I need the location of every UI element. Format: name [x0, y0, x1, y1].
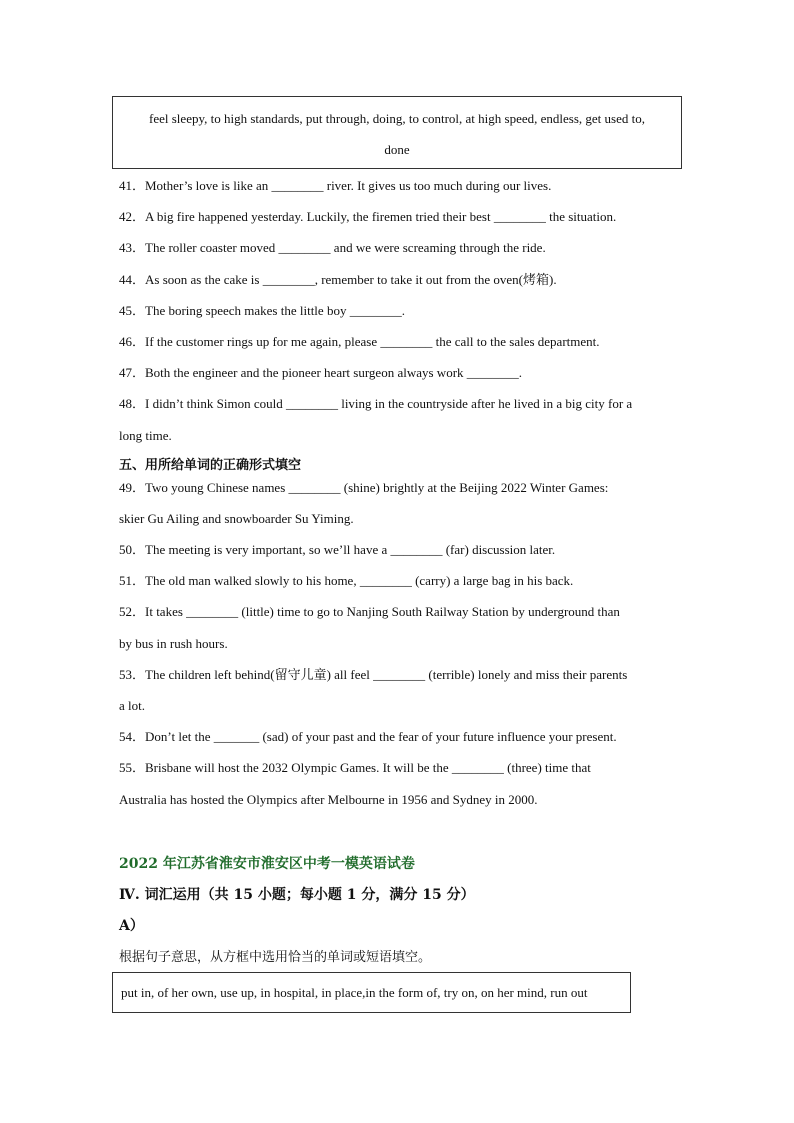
question-52-cont: by bus in rush hours. [119, 636, 228, 651]
question-43: 43．The roller coaster moved ________ and we were screaming through the ride. [119, 240, 546, 255]
question-45: 45．The boring speech makes the little boy ________. [119, 303, 405, 318]
question-48-cont: long time. [119, 428, 172, 443]
question-47: 47．Both the engineer and the pioneer heart surgeon always work ________. [119, 365, 523, 380]
section-4-title: Ⅳ. 词汇运用（共 15 小题；每小题 1 分，满分 15 分） [119, 887, 475, 903]
question-53: 53．The children left behind(留守儿童) all feel ________ (terrible) lonely and miss their parents [119, 667, 628, 682]
word-bank-box-2 [112, 972, 631, 1013]
question-50: 50．The meeting is very important, so we’ll have a ________ (far) discussion later. [119, 542, 556, 557]
question-55: 55．Brisbane will host the 2032 Olympic Games. It will be the ________ (three) time that [119, 760, 591, 775]
question-51: 51．The old man walked slowly to his home, ________ (carry) a large bag in his back. [119, 573, 574, 588]
instruction-text: 根据句子意思，从方框中选用恰当的单词或短语填空。 [119, 950, 432, 965]
question-49-cont: skier Gu Ailing and snowboarder Su Yiming. [119, 511, 354, 526]
question-55-cont: Australia has hosted the Olympics after Melbourne in 1956 and Sydney in 2000. [119, 792, 538, 807]
question-53-cont: a lot. [119, 698, 145, 713]
question-46: 46．If the customer rings up for me again, please ________ the call to the sales department. [119, 334, 600, 349]
exam-title: 2022 年江苏省淮安市淮安区中考一模英语试卷 [119, 856, 415, 872]
question-44: 44．As soon as the cake is ________, remember to take it out from the oven(烤箱). [119, 272, 557, 287]
question-49: 49．Two young Chinese names ________ (shine) brightly at the Beijing 2022 Winter Games: [119, 480, 609, 495]
question-48: 48．I didn’t think Simon could ________ living in the countryside after he lived in a big city for a [119, 396, 633, 411]
question-54: 54．Don’t let the _______ (sad) of your past and the fear of your future influence your present. [119, 729, 617, 744]
word-bank-line-1: feel sleepy, to high standards, put through, doing, to control, at high speed, endless, get used to, [149, 111, 645, 126]
word-bank-line-2: done [384, 142, 410, 157]
section-5-heading: 五、用所给单词的正确形式填空 [119, 458, 302, 473]
question-41: 41．Mother’s love is like an ________ river. It gives us too much during our lives. [119, 178, 552, 193]
word-bank-box-1 [112, 96, 682, 169]
question-52: 52．It takes ________ (little) time to go to Nanjing South Railway Station by underground than [119, 604, 620, 619]
word-bank-2-line-1: put in, of her own, use up, in hospital, in place,in the form of, try on, on her mind, run out [121, 985, 588, 1000]
question-42: 42．A big fire happened yesterday. Luckily, the firemen tried their best ________ the situation. [119, 209, 617, 224]
part-a-label: A） [119, 918, 144, 934]
